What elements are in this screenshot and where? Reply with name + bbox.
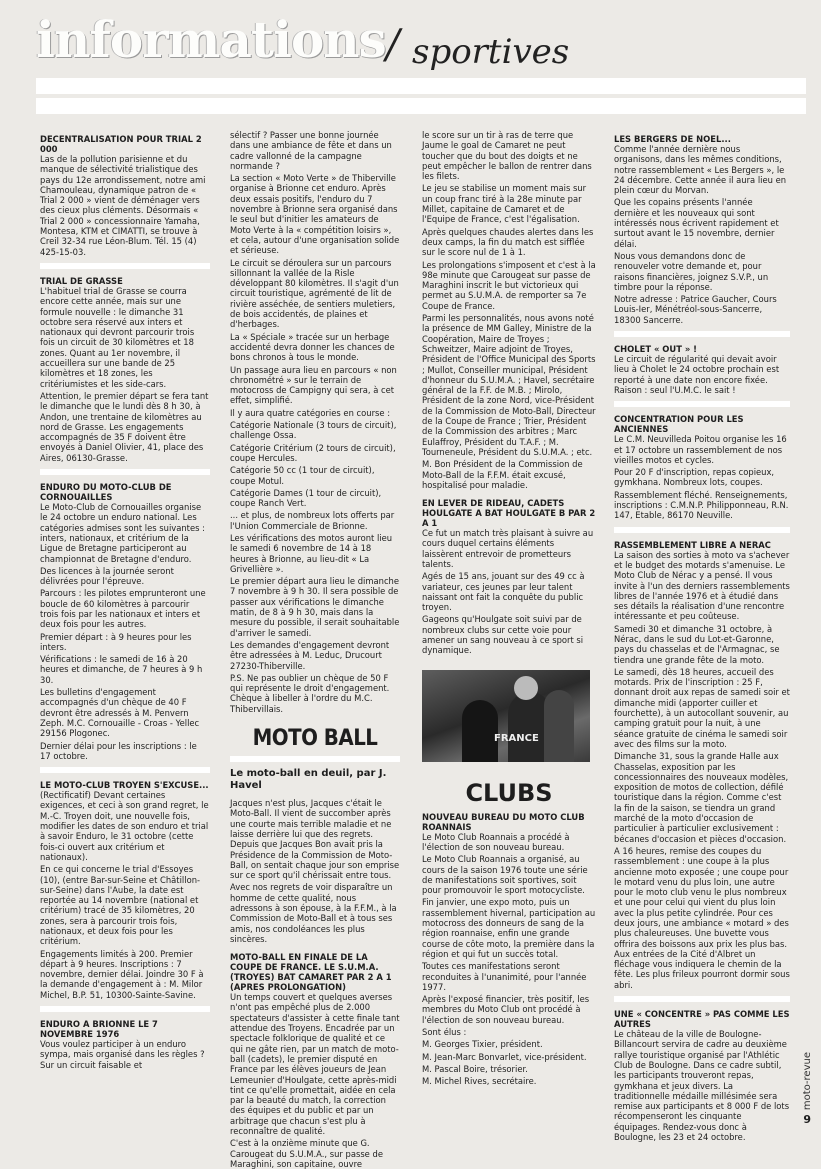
article-paragraph: Le samedi, dès 18 heures, accueil des motards. Prix de l'inscription : 25 F, donnant droit aux repas de samedi soir et dimanche midi (apporter cuiller et fourchette), à un autocollant souvenir, au camping gratuit pour la nuit, à une séance gratuite de cinéma le samedi soir avec des films sur la moto. — [614, 666, 790, 749]
section-divider — [40, 469, 210, 475]
masthead — [36, 8, 806, 120]
header-rule-2 — [36, 98, 806, 114]
article-heading: EN LEVER DE RIDEAU, CADETS HOULGATE A BAT HOULGATE B PAR 2 A 1 — [422, 498, 596, 529]
article-paragraph: Les bulletins d'engagement accompagnés d'un chèque de 40 F devront être adressés à M. Penvern Zeph. M.C. Cornouaille - Croas - Yellec 29156 Plogonec. — [40, 687, 200, 739]
article-paragraph: Que les copains présents l'année dernière et les nouveaux qui sont intéressés nous écrivent rapidement et surtout avant le 15 novembre, dernier délai. — [614, 197, 779, 249]
article-paragraph: Catégorie Nationale (3 tours de circuit), challenge Ossa. — [230, 420, 397, 441]
magazine-name: moto-revue — [802, 1051, 813, 1110]
masthead-slash: / — [386, 22, 400, 68]
article-paragraph: Jacques n'est plus, Jacques c'était le Moto-Ball. Il vient de succomber après une courte mais terrible maladie et ne laisse derrière lui que des regrets. Depuis que Jacques Bon avait pris la Présidence de la Commission de Moto-Ball, on sentait chaque jour son emprise sur ce sport qu'il chérissait entre tous. — [230, 798, 400, 881]
article-paragraph: M. Michel Rives, secrétaire. — [422, 1076, 537, 1087]
article-heading: RASSEMBLEMENT LIBRE A NERAC — [614, 539, 771, 550]
article-paragraph: le score sur un tir à ras de terre que Jaume le goal de Camaret ne peut toucher que du bout des doigts et ne peut empêcher le ballon de rentrer dans les filets. — [422, 130, 592, 182]
article-heading: LE MOTO-CLUB TROYEN S'EXCUSE... — [40, 780, 209, 791]
article-paragraph: Il y aura quatre catégories en course : — [230, 407, 391, 418]
page-number: 9 — [803, 1113, 811, 1126]
article-paragraph: Le Moto Club Roannais a procédé à l'élection de son nouveau bureau. — [422, 831, 570, 852]
column-4 — [614, 130, 790, 1143]
article-paragraph: La « Spéciale » tracée sur un herbage accidenté devra donner les chances de bons chronos à tous le monde. — [230, 331, 395, 363]
article-paragraph: (Rectificatif) Devant certaines exigences, et ceci à son grand regret, le M.-C. Troyen doit, une nouvelle fois, modifier les dates de son enduro et trial à savoir Enduro, le 31 octobre (cette fois-ci ouvert aux critérium et nationaux). — [40, 790, 209, 862]
masthead-title: informations — [36, 10, 386, 69]
column-1 — [40, 130, 210, 1120]
article-heading: CONCENTRATION POUR LES ANCIENNES — [614, 414, 744, 435]
section-divider — [614, 331, 790, 337]
article-paragraph: Las de la pollution parisienne et du manque de sélectivité trialistique des pays du 12e arrondissement, notre ami Chamouleau, dynamique patron de « Trial 2 000 » vient de déménager vers des cieux plus cléments. Désormais « Trial 2 000 » concessionnaire Yamaha, Montesa, KTM et CIMATTI, se trouve à Creil 32-34 rue Léon-Blum. Tél. 15 (4) 425-15-03. — [40, 154, 206, 257]
moto-ball-photo — [422, 670, 590, 762]
section-divider — [614, 996, 790, 1002]
article-paragraph: Le circuit se déroulera sur un parcours sillonnant la vallée de la Risle développant 80 kilomètres. Il s'agit d'un circuit touristique, agrémenté de lit de rivière asséchée, de sentiers muletiers, de bois accidentés, de plaines et d'herbages. — [230, 257, 399, 330]
article-paragraph: Les demandes d'engagement devront être adressées à M. Leduc, Drucourt 27230-Thiberville. — [230, 639, 390, 671]
article-paragraph: Le Moto-Club de Cornouailles organise le 24 octobre un enduro national. Les catégories admises sont les suivantes : inters, nationaux, et critérium de la Ligue de Bretagne participeront au championnat de Bretagne d'enduro. — [40, 502, 205, 564]
moto-ball-banner: MOTO BALL — [230, 726, 400, 762]
article-paragraph: Parmi les personnalités, nous avons noté la présence de MM Galley, Ministre de la Coopération, Maire de Troyes ; Schweitzer, Maire adjoint de Troyes, Président de l'Office Municipal des Sports ; Mullot, Conseiller municipal, Président d'honneur du S.U.M.A. ; Havel, secrétaire général de la F.F. de M.B. ; Mirolo, Président de la zone Nord, vice-Président de la Commission de Moto-Ball, Directeur de la Coupe de France ; Trier, Président de la Commission des arbitres ; Marc Eulaffroy, Président du T.A.F. ; M. Tourneneule, Président du S.U.M.A. ; etc. — [422, 313, 596, 457]
article-paragraph: Catégorie Dames (1 tour de circuit), coupe Ranch Vert. — [230, 487, 382, 509]
article-paragraph: Catégorie Critérium (2 tours de circuit), coupe Hercules. — [230, 442, 396, 463]
article-paragraph: Toutes ces manifestations seront reconduites à l'unanimité, pour l'année 1977. — [422, 961, 587, 992]
article-paragraph: Dernier délai pour les inscriptions : le 17 octobre. — [40, 740, 197, 761]
article-paragraph: La saison des sorties à moto va s'achever et le budget des motards s'amenuise. Le Moto Club de Nérac y a pensé. Il vous invite à l'un des derniers rassemblements libres de l'année 1976 et à étudié dans ses détails la réalisation d'une rencontre intéressante et peu coûteuse. — [614, 549, 790, 622]
photo-jersey-text: FRANCE — [494, 732, 539, 744]
article-paragraph: ... et plus, de nombreux lots offerts par l'Union Commerciale de Brionne. — [230, 510, 395, 531]
article-heading: UNE « CONCENTRE » PAS COMME LES AUTRES — [614, 1009, 790, 1030]
article-paragraph: Le circuit de régularité qui devait avoir lieu à Cholet le 24 octobre prochain est reporté à une date non encore fixée. Raison : seul l'U.M.C. le sait ! — [614, 354, 780, 395]
article-heading: DECENTRALISATION POUR TRIAL 2 000 — [40, 134, 202, 154]
article-paragraph: Le château de la ville de Boulogne-Billancourt servira de cadre au deuxième rallye touristique organisé par l'Athlétic Club de Boulogne. Dans ce cadre subtil, les participants trouveront repas, gymkhana et jeux divers. La traditionnelle médaille millésimée sera remise aux participants et 8 000 F de lots récompenseront les cinquante équipages. Rendez-vous donc à Boulogne, les 23 et 24 octobre. — [614, 1029, 790, 1143]
article-paragraph: sélectif ? Passer une bonne journée dans une ambiance de fête et dans un cadre vallonné de la campagne normande ? — [230, 130, 392, 171]
moto-ball-subtitle: Le moto-ball en deuil, par J. Havel — [230, 768, 387, 792]
article-paragraph: Agés de 15 ans, jouant sur des 49 cc à variateur, ces jeunes par leur talent naissant ont fait la conquête du public troyen. — [422, 571, 585, 613]
article-paragraph: Le premier départ aura lieu le dimanche 7 novembre à 9 h 30. Il sera possible de passer aux vérifications le dimanche matin, de 8 à 9 h 30, mais dans la mesure du possible, il serait souhaitable d'arriver le samedi. — [230, 576, 400, 638]
article-paragraph: Sont élus : — [422, 1027, 467, 1037]
article-paragraph: Fin janvier, une expo moto, puis un rassemblement hivernal, participation au motocross des donneurs de sang de la région roannaise, enfin une grande course de côte moto, la première dans la région et qui fut un succès total. — [422, 897, 596, 959]
article-paragraph: A 16 heures, remise des coupes du rassemblement : une coupe à la plus ancienne moto exposée ; une coupe pour le motard venu du plus loin, une autre pour le moto club venu le plus nombreux et une pour celui qui vient du plus loin avec la plus petite cylindrée. Pour ces deux jours, une ambiance « motard » des plus chaleureuses. Une buvette vous offrira des boissons aux prix les plus bas. Aux entrées de la Cité d'Albret un fléchage vous indiquera le chemin de la fête. Les plus frileux pourront dormir sous abri. — [614, 845, 790, 990]
article-paragraph: M. Pascal Boire, trésorier. — [422, 1063, 528, 1074]
article-paragraph: Le Moto Club Roannais a organisé, au cours de la saison 1976 toute une série de manifestations soit sportives, soit pour promouvoir le sport motocycliste. — [422, 854, 588, 896]
article-paragraph: Rassemblement fléché. Renseignements, inscriptions : C.M.N.P. Philipponneau, R.N. 147, Etable, 86170 Neuville. — [614, 489, 789, 521]
article-paragraph: Pour 20 F d'inscription, repas copieux, gymkhana. Nombreux lots, coupes. — [614, 467, 775, 488]
article-paragraph: L'habituel trial de Grasse se courra encore cette année, mais sur une formule nouvelle : le dimanche 31 octobre sera réservé aux inters et nationaux qui devront parcourir trois fois un circuit de 30 kilomètres et 18 zones. Quant au 1er novembre, il accueillera sur une bande de 25 kilomètres et 18 zones, les critériumistes et les side-cars. — [40, 285, 195, 389]
article-paragraph: Catégorie 50 cc (1 tour de circuit), coupe Motul. — [230, 465, 375, 486]
article-heading: LES BERGERS DE NOEL... — [614, 134, 731, 144]
article-heading: ENDURO A BRIONNE LE 7 NOVEMBRE 1976 — [40, 1019, 158, 1040]
article-heading: CHOLET « OUT » ! — [614, 344, 697, 355]
article-paragraph: C'est à la onzième minute que G. Carougeat du S.U.M.A., sur passe de Maraghini, son capitaine, ouvre — [230, 1138, 383, 1169]
article-heading: ENDURO DU MOTO-CLUB DE CORNOUAILLES — [40, 482, 172, 503]
article-paragraph: M. Georges Tixier, président. — [422, 1039, 543, 1050]
article-paragraph: Un passage aura lieu en parcours « non chronométré » sur le terrain de motocross de Campigny qui sera, à cet effet, simplifié. — [230, 364, 397, 406]
article-paragraph: M. Bon Président de la Commission de Moto-Ball de la F.F.M. était excusé, hospitalisé pour maladie. — [422, 459, 583, 490]
article-paragraph: Avec nos regrets de voir disparaître un homme de cette qualité, nous adressons à son épouse, à la F.F.M., à la Commission de Moto-Ball et à tous ses amis, nos condoléances les plus sincères. — [230, 882, 397, 944]
article-paragraph: Après quelques chaudes alertes dans les deux camps, la fin du match est sifflée sur le score nul de 1 à 1. — [422, 226, 594, 258]
section-divider — [40, 767, 210, 773]
article-paragraph: La section « Moto Verte » de Thiberville organise à Brionne cet enduro. Après deux essais positifs, l'enduro du 7 novembre à Brionne sera organisé dans le seul but d'initier les amateurs de Moto Verte à la « compétition loisirs », et cela, autour d'une organisation solide et sérieuse. — [230, 173, 400, 256]
article-paragraph: Ce fut un match très plaisant à suivre au cours duquel certains éléments laissèrent entrevoir de prometteurs talents. — [422, 528, 594, 569]
article-paragraph: Notre adresse : Patrice Gaucher, Cours Louis-Ier, Ménétréol-sous-Sancerre, 18300 Sancerre. — [614, 294, 777, 325]
article-paragraph: Samedi 30 et dimanche 31 octobre, à Nérac, dans le sud du Lot-et-Garonne, pays du chasselas et de l'Armagnac, se tiendra une grande fête de la moto. — [614, 623, 780, 665]
article-paragraph: Parcours : les pilotes emprunteront une boucle de 60 kilomètres à parcourir trois fois par les nationaux et inters et deux fois pour les autres. — [40, 588, 206, 630]
article-paragraph: Le jeu se stabilise un moment mais sur un coup franc tiré à la 28e minute par Millet, capitaine de Camaret et de l'Equipe de France, c'est l'égalisation. — [422, 183, 587, 225]
article-paragraph: Des licences à la journée seront délivrées pour l'épreuve. — [40, 565, 174, 587]
article-paragraph: Après l'exposé financier, très positif, les membres du Moto Club ont procédé à l'élection de son nouveau bureau. — [422, 994, 590, 1025]
article-paragraph: En ce qui concerne le trial d'Essoyes (10), (entre Bar-sur-Seine et Châtillon-sur-Seine) dans l'Aube, la date est reportée au 14 novembre (national et critérium) tracé de 35 kilomètres, 20 zones, sera à parcourir trois fois, nationaux, et deux fois pour les critérium. — [40, 864, 201, 947]
article-paragraph: M. Jean-Marc Bonvarlet, vice-président. — [422, 1051, 587, 1062]
article-paragraph: Premier départ : à 9 heures pour les inters. — [40, 631, 192, 652]
article-paragraph: Engagements limités à 200. Premier départ à 9 heures. Inscriptions : 7 novembre, dernier délai. Joindre 30 F à la demande d'engagement à : M. Milor Michel, B.P. 51, 10300-Sainte-Savine. — [40, 948, 204, 1000]
article-paragraph: P.S. Ne pas oublier un chèque de 50 F qui représente le droit d'engagement. Chèque à libeller à l'ordre du M.C. Thibervillais. — [230, 672, 390, 714]
article-paragraph: Vous voulez participer à un enduro sympa, mais organisé dans les règles ? Sur un circuit faisable et — [40, 1039, 205, 1070]
section-divider — [40, 1006, 210, 1012]
article-paragraph: Comme l'année dernière nous organisons, dans les mêmes conditions, notre rassemblement « Les Bergers », le 24 décembre. Cette année il aura lieu en plein cœur du Morvan. — [614, 144, 787, 196]
article-heading: TRIAL DE GRASSE — [40, 275, 123, 286]
article-paragraph: Vérifications : le samedi de 16 à 20 heures et dimanche, de 7 heures à 9 h 30. — [40, 654, 203, 685]
article-paragraph: Attention, le premier départ se fera tant le dimanche que le lundi dès 8 h 30, à Andon, une trentaine de kilomètres au nord de Grasse. Les engagements accompagnés de 35 F doivent être envoyés à Daniel Olivier, 41, place des Aires, 06130-Grasse. — [40, 390, 209, 463]
column-3 — [422, 130, 596, 1120]
article-paragraph: Nous vous demandons donc de renouveler votre demande et, pour raisons financières, joignez S.V.P., un timbre pour la réponse. — [614, 250, 769, 292]
section-divider — [40, 263, 210, 269]
article-paragraph: Gageons qu'Houlgate soit suivi par de nombreux clubs sur cette voie pour amener un sang nouveau à ce sport si dynamique. — [422, 614, 584, 656]
header-rule — [36, 78, 806, 94]
article-paragraph: Le C.M. Neuvilleda Poitou organise les 16 et 17 octobre un rassemblement de nos vieilles motos et cycles. — [614, 434, 787, 465]
section-divider — [614, 401, 790, 407]
clubs-banner: CLUBS — [465, 778, 553, 807]
masthead-subtitle: sportives — [412, 32, 570, 72]
article-paragraph: Un temps couvert et quelques averses n'ont pas empêché plus de 2.000 spectateurs d'assister à cette finale tant attendue des Troyens. Encadrée par un spectacle folklorique de qualité et ce qui ne gâte rien, par un match de moto-ball (cadets), le premier disputé en France par les élèves joueurs de Jean Lemeunier d'Houlgate, cette après-midi tint ce qu'elle promettait, aidée en cela par la beauté du match, la correction des équipes et du public et par un arbitrage que chacun s'est plu à reconnaître de qualité. — [230, 992, 400, 1137]
section-divider — [614, 527, 790, 533]
article-paragraph: Les prolongations s'imposent et c'est à la 98e minute que Carougeat sur passe de Maraghini inscrit le but victorieux qui permet au S.U.M.A. de remporter sa 7e Coupe de France. — [422, 259, 596, 311]
column-2 — [230, 130, 400, 1169]
article-paragraph: Les vérifications des motos auront lieu le samedi 6 novembre de 14 à 18 heures à Brionne, au lieu-dit « La Grivellière ». — [230, 532, 393, 574]
article-paragraph: Dimanche 31, sous la grande Halle aux Chasselas, exposition par les concessionnaires des nouveaux modèles, exposition de motos de collection, défilé touristique dans la région. Comme c'est la fin de la saison, se tiendra un grand marché de la moto d'occasion de particulier à particulier exclusivement : bécanes d'occasion et pièces d'occasion. — [614, 751, 789, 844]
article-heading: NOUVEAU BUREAU DU MOTO CLUB ROANNAIS — [422, 811, 585, 832]
article-heading: MOTO-BALL EN FINALE DE LA COUPE DE FRANCE. LE S.U.M.A. (TROYES) BAT CAMARET PAR 2 A 1 (APRES PROLONGATION) — [230, 952, 392, 993]
